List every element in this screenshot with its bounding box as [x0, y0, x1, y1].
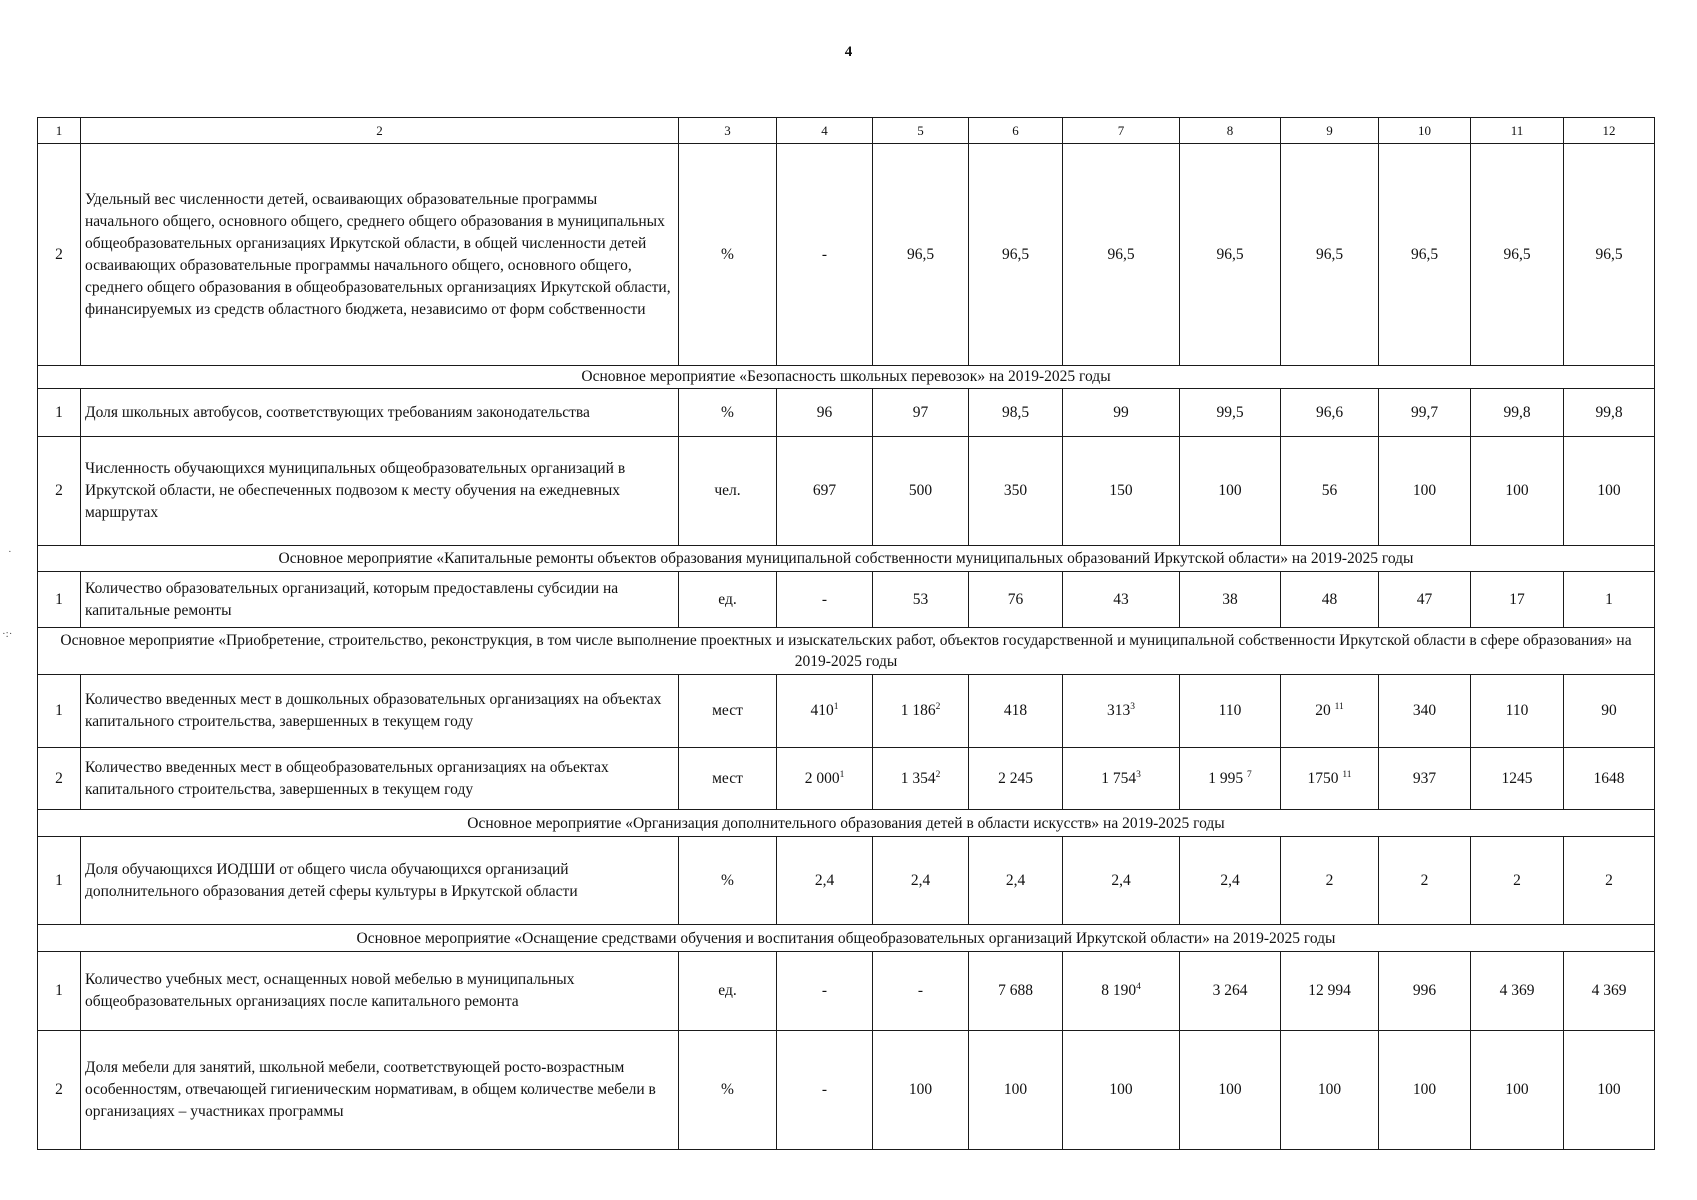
value-text: 937	[1412, 769, 1437, 787]
value-text: 697	[812, 482, 837, 500]
row-number: 2	[38, 1030, 81, 1149]
value-text: 1245	[1501, 769, 1533, 787]
section-row	[38, 545, 1655, 571]
indicator-value	[1180, 748, 1281, 810]
value-text: 100	[1505, 482, 1529, 500]
indicator-value	[1063, 144, 1180, 365]
value-text: 100	[1412, 482, 1437, 500]
unit: %	[679, 144, 777, 365]
value-text: 98,5	[1001, 403, 1030, 421]
indicator-value	[1063, 836, 1180, 925]
indicator-value	[1180, 951, 1281, 1030]
value-text: 2	[1420, 871, 1429, 889]
value-text: 100	[1412, 1080, 1437, 1098]
unit: %	[679, 388, 777, 436]
value-text: 100	[1003, 1080, 1028, 1098]
indicator-value	[873, 951, 969, 1030]
indicator-name: Удельный вес численности детей, осваивающих образовательные программы начального общего, основного общего, среднего общего образования в муниципальных общеобразовательных организациях Иркутской области, в общей численности детей осваивающих образовательные программы начального общего, основного общего, среднего общего образования в общеобразовательных организациях Иркутской области, финансируемых из средств областного бюджета, независимо от форм собственности	[81, 144, 679, 365]
section-row	[38, 628, 1655, 674]
indicator-value	[1379, 951, 1471, 1030]
indicator-value	[1063, 572, 1180, 628]
indicator-value	[1281, 144, 1379, 365]
unit: мест	[679, 674, 777, 748]
section-title: Основное мероприятие «Безопасность школьных перевозок» на 2019-2025 годы	[38, 365, 1655, 388]
section-row	[38, 925, 1655, 951]
indicator-value	[1379, 388, 1471, 436]
indicator-row	[38, 674, 1655, 748]
indicator-value	[1281, 674, 1379, 748]
column-number: 3	[679, 118, 777, 144]
indicator-value	[777, 748, 873, 810]
indicator-row	[38, 144, 1655, 365]
value-text: 99,8	[1503, 403, 1531, 421]
column-number: 11	[1471, 118, 1564, 144]
indicator-value	[1180, 1030, 1281, 1149]
indicator-value	[1063, 951, 1180, 1030]
indicator-value	[1180, 437, 1281, 546]
value-text: 1 995	[1208, 769, 1247, 787]
indicator-value	[1471, 836, 1564, 925]
indicator-name: Доля обучающихся ИОДШИ от общего числа обучающихся организаций дополнительного образования детей сферы культуры в Иркутской области	[81, 836, 679, 925]
value-text: 96,5	[1595, 245, 1623, 263]
value-text: 96,5	[1107, 245, 1135, 263]
value-text: 2	[1513, 871, 1521, 889]
indicator-name: Доля мебели для занятий, школьной мебели, соответствующей росто-возрастным особенностям, отвечающей гигиеническим нормативам, в общем количестве мебели в организациях – участниках программы	[81, 1030, 679, 1149]
indicator-value	[873, 1030, 969, 1149]
indicator-value	[1564, 572, 1655, 628]
indicator-value	[1471, 437, 1564, 546]
section-title: Основное мероприятие «Капитальные ремонты объектов образования муниципальной собственности муниципальных образований Иркутской области» на 2019-2025 годы	[38, 545, 1655, 571]
value-text: 1	[1605, 590, 1613, 608]
value-text: -	[821, 245, 828, 263]
column-number: 10	[1379, 118, 1471, 144]
value-text: 90	[1601, 701, 1617, 719]
value-text: 2,4	[1005, 871, 1026, 889]
value-text: 3 264	[1212, 981, 1248, 999]
column-number: 8	[1180, 118, 1281, 144]
indicator-name: Количество образовательных организаций, которым предоставлены субсидии на капитальные ремонты	[81, 572, 679, 628]
indicator-value	[969, 674, 1063, 748]
value-text: 8 190	[1101, 981, 1137, 999]
column-number: 5	[873, 118, 969, 144]
value-text: 96,5	[1315, 245, 1344, 263]
value-text: 2,4	[910, 871, 931, 889]
indicator-value	[777, 572, 873, 628]
indicator-value	[1564, 388, 1655, 436]
row-number: 1	[38, 674, 81, 748]
column-number: 7	[1063, 118, 1180, 144]
value-text: 96,5	[1503, 245, 1531, 263]
value-text: 1 354	[900, 769, 936, 787]
indicator-value	[1379, 836, 1471, 925]
footnote-mark: 4	[1136, 981, 1141, 992]
indicator-value	[1063, 674, 1180, 748]
value-text: 2,4	[814, 871, 835, 889]
indicator-value	[1379, 1030, 1471, 1149]
value-text: -	[821, 590, 828, 608]
section-row	[38, 810, 1655, 836]
value-text: 100	[1218, 482, 1242, 500]
indicator-row	[38, 836, 1655, 925]
value-text: 38	[1222, 590, 1238, 608]
column-number: 12	[1564, 118, 1655, 144]
indicator-value	[969, 836, 1063, 925]
indicator-value	[873, 388, 969, 436]
column-number: 9	[1281, 118, 1379, 144]
indicator-value	[1180, 836, 1281, 925]
indicators-table	[37, 117, 1655, 1150]
indicator-value	[1564, 1030, 1655, 1149]
indicator-value	[1281, 437, 1379, 546]
value-text: 100	[908, 1080, 933, 1098]
value-text: 110	[1218, 701, 1242, 719]
indicator-value	[969, 572, 1063, 628]
value-text: 2,4	[1111, 871, 1131, 889]
section-title: Основное мероприятие «Приобретение, строительство, реконструкция, в том числе выполнение проектных и изыскательских работ, объектов государственной и муниципальной собственности Иркутской области в сфере образования» на 2019-2025 годы	[38, 628, 1655, 674]
value-text: 96,6	[1315, 403, 1344, 421]
value-text: 2,4	[1220, 871, 1240, 889]
indicator-value	[1063, 1030, 1180, 1149]
indicator-row	[38, 951, 1655, 1030]
indicator-row	[38, 572, 1655, 628]
indicator-value	[777, 437, 873, 546]
indicator-value	[969, 144, 1063, 365]
indicator-value	[777, 674, 873, 748]
indicator-name: Доля школьных автобусов, соответствующих требованиям законодательства	[81, 388, 679, 436]
value-text: 4 369	[1499, 981, 1535, 999]
value-text: 99,7	[1410, 403, 1439, 421]
value-text: 500	[908, 482, 933, 500]
indicator-value	[1281, 748, 1379, 810]
indicator-value	[1564, 437, 1655, 546]
value-text: 17	[1509, 590, 1525, 608]
unit: %	[679, 1030, 777, 1149]
scan-mark: ·:·	[2, 628, 13, 640]
scan-mark: ·	[8, 546, 12, 558]
indicator-value	[1471, 1030, 1564, 1149]
footnote-mark: 3	[1136, 769, 1141, 780]
value-text: 100	[1317, 1080, 1342, 1098]
value-text: 1750	[1307, 769, 1343, 787]
row-number: 1	[38, 951, 81, 1030]
value-text: 96,5	[906, 245, 935, 263]
indicator-value	[873, 674, 969, 748]
indicator-value	[1281, 572, 1379, 628]
value-text: -	[821, 981, 828, 999]
value-text: 96,5	[1001, 245, 1030, 263]
value-text: 350	[1003, 482, 1028, 500]
value-text: 2 245	[998, 769, 1033, 787]
value-text: 418	[1003, 701, 1028, 719]
value-text: 4 369	[1591, 981, 1627, 999]
indicator-value	[1471, 388, 1564, 436]
indicator-value	[1379, 748, 1471, 810]
unit: %	[679, 836, 777, 925]
section-title: Основное мероприятие «Организация дополнительного образования детей в области искусств» на 2019-2025 годы	[38, 810, 1655, 836]
indicator-value	[873, 748, 969, 810]
value-text: 100	[1597, 1080, 1621, 1098]
indicator-value	[1281, 388, 1379, 436]
footnote-mark: 11	[1334, 701, 1344, 712]
indicator-value	[873, 437, 969, 546]
indicator-value	[1471, 572, 1564, 628]
value-text: 99	[1113, 403, 1129, 421]
indicator-name: Количество введенных мест в дошкольных образовательных организациях на объектах капитального строительства, завершенных в текущем году	[81, 674, 679, 748]
indicator-value	[1471, 674, 1564, 748]
indicator-value	[1379, 144, 1471, 365]
value-text: 1 186	[900, 701, 936, 719]
indicator-value	[873, 836, 969, 925]
value-text: 996	[1412, 981, 1437, 999]
indicator-value	[969, 951, 1063, 1030]
value-text: 20	[1315, 701, 1335, 719]
indicator-value	[1180, 674, 1281, 748]
value-text: 97	[912, 403, 929, 421]
indicator-value	[969, 437, 1063, 546]
value-text: 2	[1605, 871, 1613, 889]
value-text: 12 994	[1308, 981, 1351, 999]
footnote-mark: 7	[1247, 769, 1252, 780]
indicator-row	[38, 748, 1655, 810]
section-row	[38, 365, 1655, 388]
value-text: 53	[912, 590, 929, 608]
indicator-row	[38, 437, 1655, 546]
indicator-value	[969, 388, 1063, 436]
row-number: 2	[38, 144, 81, 365]
row-number: 1	[38, 388, 81, 436]
unit: ед.	[679, 951, 777, 1030]
indicator-value	[1180, 572, 1281, 628]
unit: чел.	[679, 437, 777, 546]
indicator-value	[777, 144, 873, 365]
row-number: 1	[38, 572, 81, 628]
column-numbers-row	[38, 118, 1655, 144]
footnote-mark: 3	[1130, 701, 1135, 712]
indicator-value	[969, 748, 1063, 810]
indicator-value	[1471, 748, 1564, 810]
column-number: 2	[81, 118, 679, 144]
indicator-value	[873, 572, 969, 628]
value-text: 48	[1321, 590, 1338, 608]
indicator-value	[1564, 836, 1655, 925]
indicator-value	[1281, 951, 1379, 1030]
value-text: 100	[1218, 1080, 1242, 1098]
indicator-row	[38, 1030, 1655, 1149]
indicator-value	[1471, 144, 1564, 365]
indicator-value	[1379, 674, 1471, 748]
unit: мест	[679, 748, 777, 810]
value-text: 96,5	[1216, 245, 1244, 263]
value-text: 43	[1113, 590, 1129, 608]
indicator-value	[1564, 674, 1655, 748]
indicator-value	[1564, 748, 1655, 810]
value-text: 7 688	[998, 981, 1033, 999]
footnote-mark: 1	[833, 701, 839, 712]
value-text: 410	[810, 701, 834, 719]
section-title: Основное мероприятие «Оснащение средствами обучения и воспитания общеобразовательных организаций Иркутской области» на 2019-2025 годы	[38, 925, 1655, 951]
indicator-name: Численность обучающихся муниципальных общеобразовательных организаций в Иркутской области, не обеспеченных подвозом к месту обучения на ежедневных маршрутах	[81, 437, 679, 546]
indicator-row	[38, 388, 1655, 436]
column-number: 4	[777, 118, 873, 144]
value-text: 76	[1007, 590, 1024, 608]
indicator-value	[1471, 951, 1564, 1030]
value-text: 313	[1107, 701, 1131, 719]
value-text: 96	[816, 403, 833, 421]
row-number: 2	[38, 748, 81, 810]
column-number: 6	[969, 118, 1063, 144]
page-number: 4	[844, 44, 853, 60]
indicator-value	[873, 144, 969, 365]
row-number: 2	[38, 437, 81, 546]
value-text: 100	[1597, 482, 1621, 500]
footnote-mark: 11	[1342, 769, 1352, 780]
indicator-value	[1063, 388, 1180, 436]
value-text: 2	[1325, 871, 1334, 889]
indicator-value	[777, 388, 873, 436]
indicator-value	[777, 836, 873, 925]
value-text: 100	[1109, 1080, 1133, 1098]
indicator-value	[777, 951, 873, 1030]
column-number: 1	[38, 118, 81, 144]
indicator-value	[1180, 388, 1281, 436]
indicator-value	[1281, 1030, 1379, 1149]
value-text: 99,8	[1595, 403, 1623, 421]
value-text: 99,5	[1216, 403, 1244, 421]
footnote-mark: 2	[935, 769, 941, 780]
indicator-value	[777, 1030, 873, 1149]
indicator-value	[1063, 437, 1180, 546]
indicator-name: Количество введенных мест в общеобразовательных организациях на объектах капитального строительства, завершенных в текущем году	[81, 748, 679, 810]
indicator-value	[1063, 748, 1180, 810]
indicator-value	[1379, 437, 1471, 546]
value-text: 1648	[1593, 769, 1625, 787]
unit: ед.	[679, 572, 777, 628]
indicator-value	[1379, 572, 1471, 628]
value-text: 2 000	[804, 769, 840, 787]
value-text: 1 754	[1101, 769, 1137, 787]
footnote-mark: 2	[935, 701, 941, 712]
value-text: -	[821, 1080, 828, 1098]
value-text: -	[917, 981, 924, 999]
value-text: 96,5	[1410, 245, 1439, 263]
value-text: 100	[1505, 1080, 1529, 1098]
value-text: 150	[1109, 482, 1133, 500]
value-text: 340	[1412, 701, 1437, 719]
value-text: 56	[1321, 482, 1338, 500]
indicator-value	[1281, 836, 1379, 925]
footnote-mark: 1	[839, 769, 845, 780]
indicator-name: Количество учебных мест, оснащенных новой мебелью в муниципальных общеобразовательных организациях после капитального ремонта	[81, 951, 679, 1030]
row-number: 1	[38, 836, 81, 925]
indicator-value	[969, 1030, 1063, 1149]
value-text: 110	[1505, 701, 1529, 719]
value-text: 47	[1416, 590, 1433, 608]
indicator-value	[1180, 144, 1281, 365]
indicator-value	[1564, 951, 1655, 1030]
indicator-value	[1564, 144, 1655, 365]
